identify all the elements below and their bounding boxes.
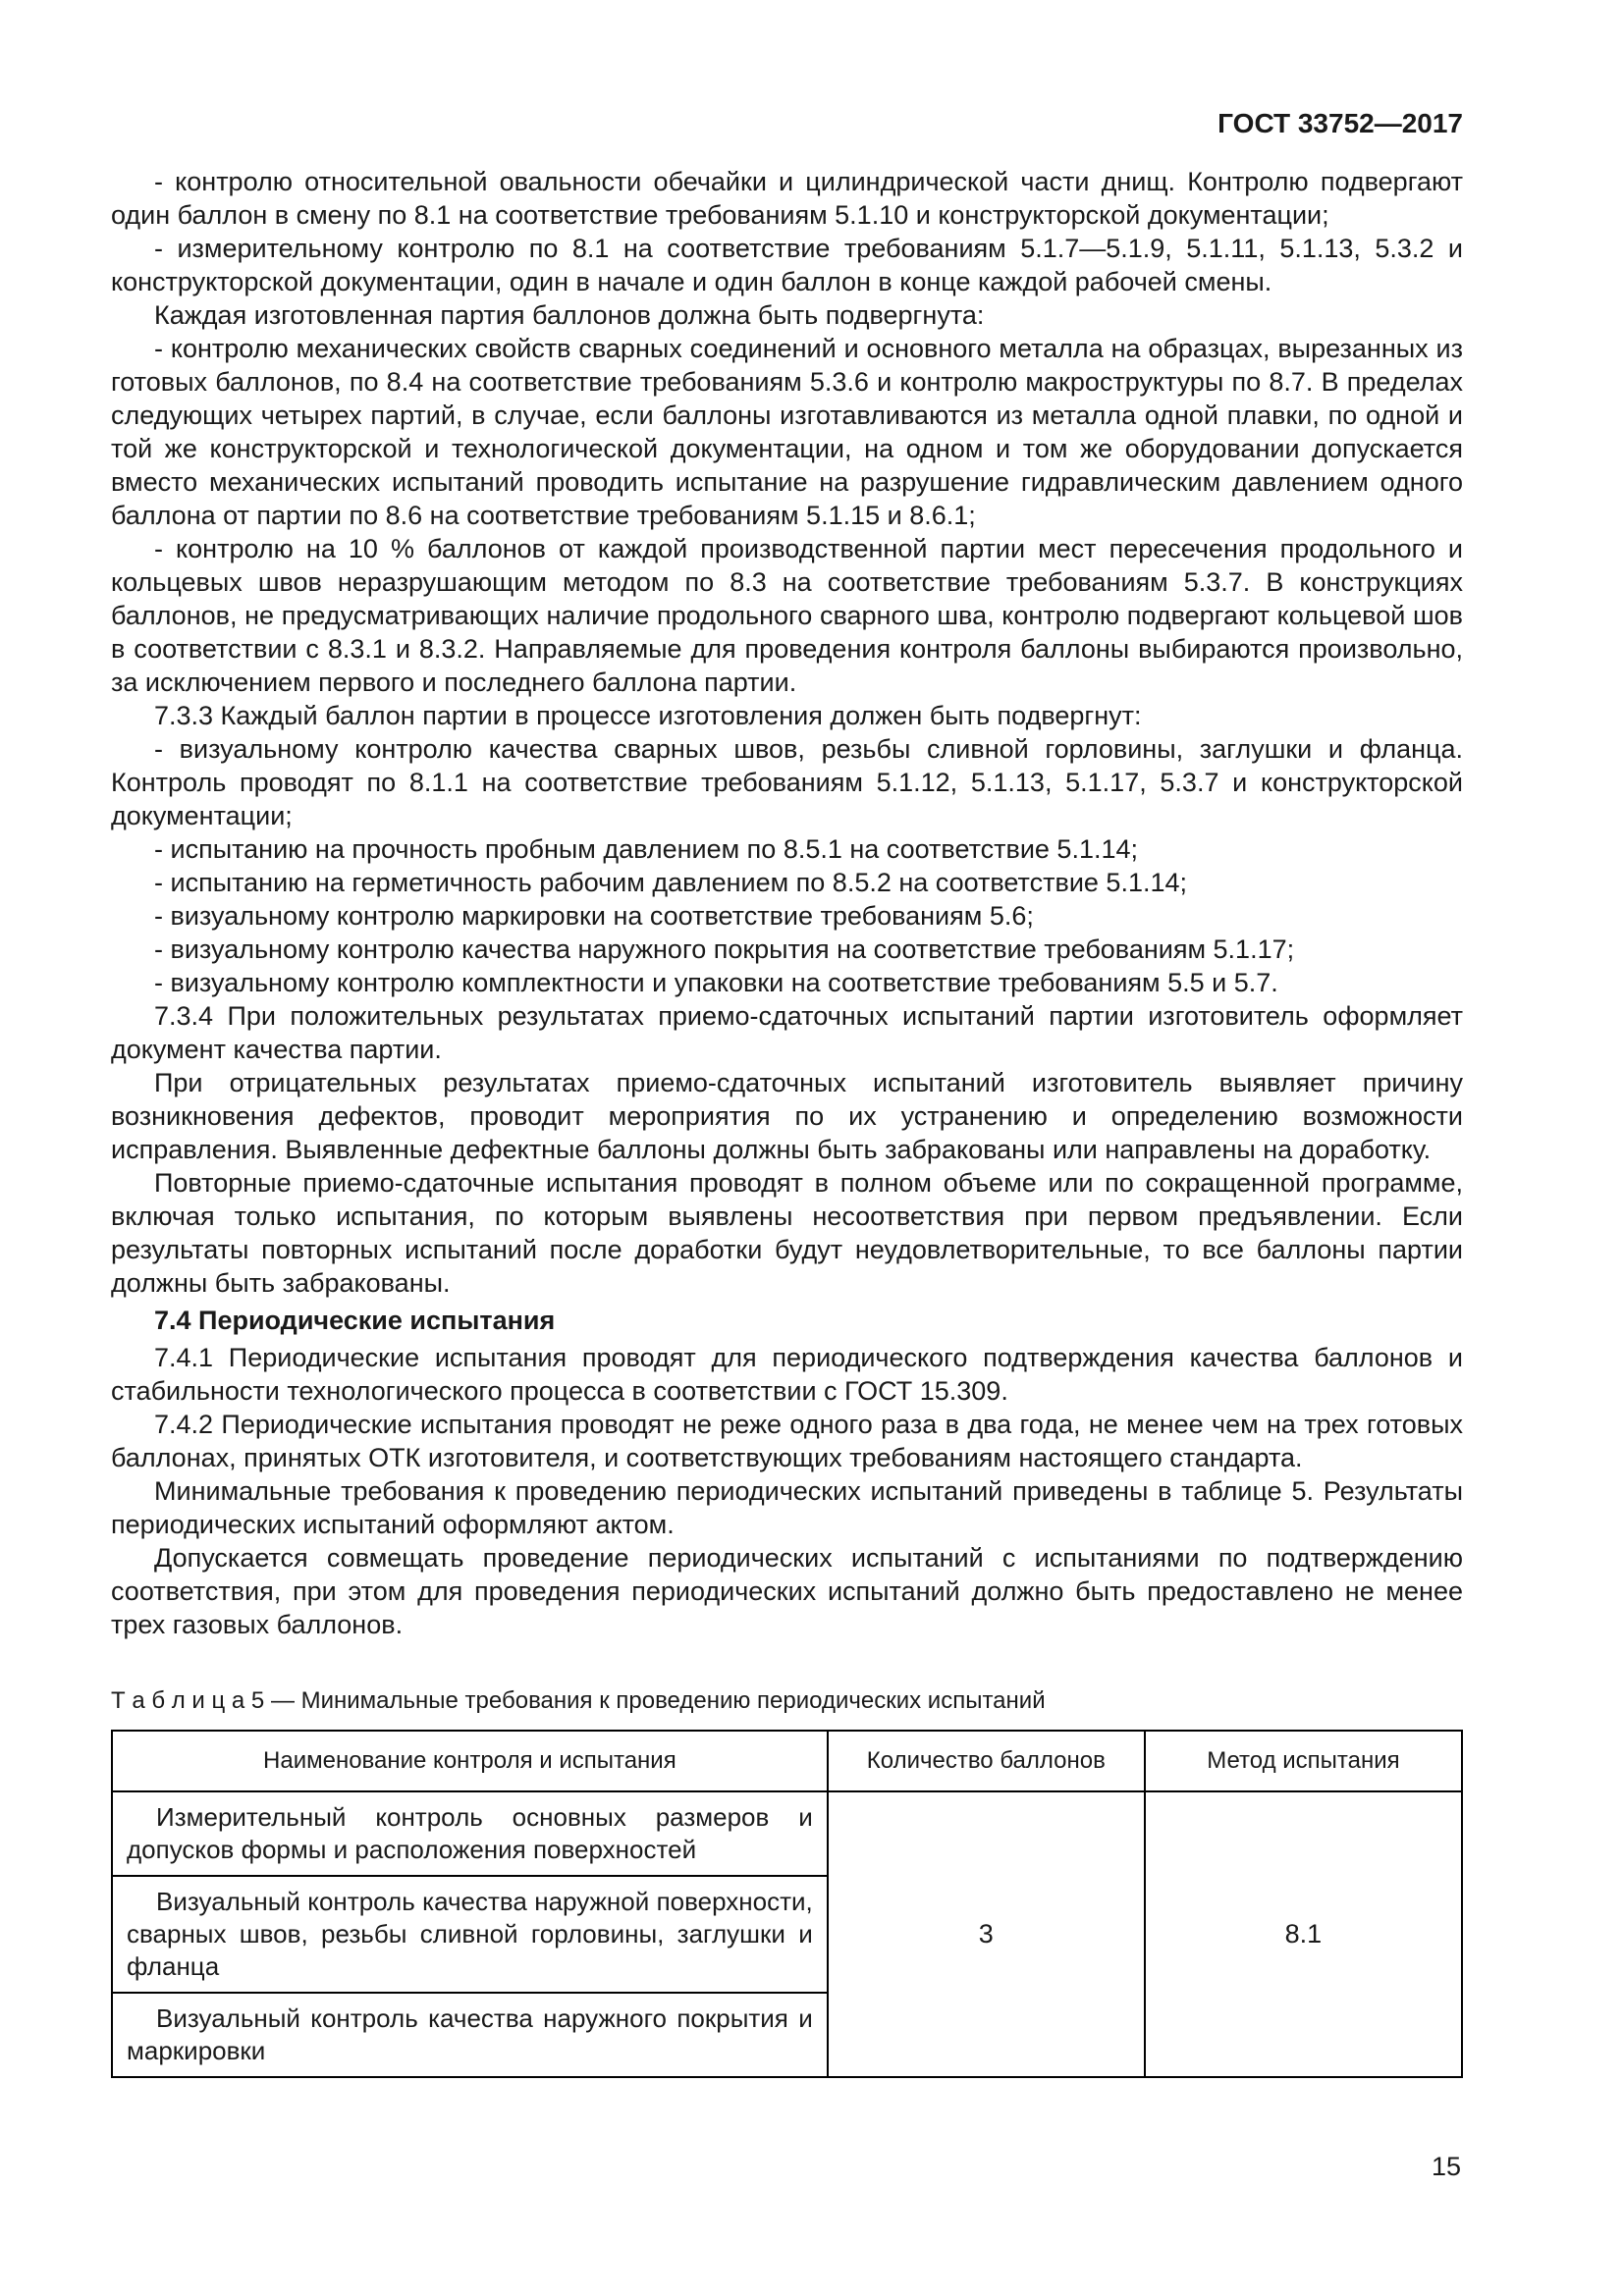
body-paragraph: Минимальные требования к проведению периодических испытаний приведены в таблице 5. Результаты периодических испытаний оформляют актом. bbox=[111, 1476, 1463, 1539]
body-paragraph: - контролю на 10 % баллонов от каждой производственной партии мест пересечения продольного и кольцевых швов неразрушающим методом по 8.3 на соответствие требованиям 5.3.7. В конструкциях баллонов, не предусматривающих наличие продольного сварного шва, контролю подвергают кольцевой шов в соответствии с 8.3.1 и 8.3.2. Направляемые для проведения контроля баллоны выбираются произвольно, за исключением первого и последнего баллона партии. bbox=[111, 534, 1463, 697]
body-paragraph: 7.4.2 Периодические испытания проводят не реже одного раза в два года, не менее чем на трех готовых баллонах, принятых ОТК изготовителя, и соответствующих требованиям настоящего стандарта. bbox=[111, 1410, 1463, 1472]
periodic-tests-table bbox=[111, 1730, 1463, 2078]
body-paragraph: - визуальному контролю комплектности и упаковки на соответствие требованиям 5.5 и 5.7. bbox=[154, 968, 1278, 997]
body-paragraph: Каждая изготовленная партия баллонов должна быть подвергнута: bbox=[154, 300, 985, 330]
body-paragraph: Допускается совмещать проведение периодических испытаний с испытаниями по подтверждению соответствия, при этом для проведения периодических испытаний должно быть предоставлено не менее трех газовых баллонов. bbox=[111, 1543, 1463, 1639]
method-cell: 8.1 bbox=[1145, 1791, 1462, 2077]
content-area bbox=[111, 108, 1463, 2078]
body-paragraph: При отрицательных результатах приемо-сдаточных испытаний изготовитель выявляет причину возникновения дефектов, проводит мероприятия по их устранению и определению возможности исправления. Выявленные дефектные баллоны должны быть забракованы или направлены на доработку. bbox=[111, 1068, 1463, 1164]
table-row bbox=[112, 1791, 1462, 1876]
body-paragraph: - испытанию на прочность пробным давлением по 8.5.1 на соответствие 5.1.14; bbox=[154, 834, 1139, 864]
control-name-cell: Измерительный контроль основных размеров и допусков формы и расположения поверхностей bbox=[112, 1791, 828, 1876]
doc-number: ГОСТ 33752—2017 bbox=[1217, 108, 1463, 138]
doc-header bbox=[111, 108, 1463, 139]
col-header-method: Метод испытания bbox=[1145, 1731, 1462, 1791]
table-header-row bbox=[112, 1731, 1462, 1791]
body-paragraph: 7.3.4 При положительных результатах приемо-сдаточных испытаний партии изготовитель оформляет документ качества партии. bbox=[111, 1001, 1463, 1064]
body-paragraph: - визуальному контролю маркировки на соответствие требованиям 5.6; bbox=[154, 901, 1034, 931]
col-header-control-name: Наименование контроля и испытания bbox=[112, 1731, 828, 1791]
quantity-cell: 3 bbox=[828, 1791, 1145, 2077]
page-number: 15 bbox=[1431, 2152, 1461, 2181]
body-paragraph: - испытанию на герметичность рабочим давлением по 8.5.2 на соответствие 5.1.14; bbox=[154, 868, 1187, 897]
body-paragraph: - контролю механических свойств сварных соединений и основного металла на образцах, вырезанных из готовых баллонов, по 8.4 на соответствие требованиям 5.3.6 и контролю макроструктуры по 8.7. В пределах следующих четырех партий, в случае, если баллоны изготавливаются из металла одной плавки, по одной и той же конструкторской и технологической документации, на одном и том же оборудовании допускается вместо механических испытаний проводить испытание на разрушение гидравлическим давлением одного баллона от партии по 8.6 на соответствие требованиям 5.1.15 и 8.6.1; bbox=[111, 334, 1463, 530]
body-paragraph: 7.4.1 Периодические испытания проводят для периодического подтверждения качества баллонов и стабильности технологического процесса в соответствии с ГОСТ 15.309. bbox=[111, 1343, 1463, 1406]
body-text bbox=[111, 165, 1463, 1641]
body-paragraph: - визуальному контролю качества сварных швов, резьбы сливной горловины, заглушки и фланца. Контроль проводят по 8.1.1 на соответствие требованиям 5.1.12, 5.1.13, 5.1.17, 5.3.7 и конструкторской документации; bbox=[111, 734, 1463, 830]
body-paragraph: - визуальному контролю качества наружного покрытия на соответствие требованиям 5.1.17; bbox=[154, 934, 1295, 964]
body-paragraph: Повторные приемо-сдаточные испытания проводят в полном объеме или по сокращенной программе, включая только испытания, по которым выявлены несоответствия при первом предъявлении. Если результаты повторных испытаний после доработки будут неудовлетворительные, то все баллоны партии должны быть забракованы. bbox=[111, 1168, 1463, 1298]
body-paragraph: - контролю относительной овальности обечайки и цилиндрической части днищ. Контролю подвергают один баллон в смену по 8.1 на соответствие требованиям 5.1.10 и конструкторской документации; bbox=[111, 167, 1463, 230]
control-name-cell: Визуальный контроль качества наружной поверхности, сварных швов, резьбы сливной горловины, заглушки и фланца bbox=[112, 1876, 828, 1993]
body-paragraph: - измерительному контролю по 8.1 на соответствие требованиям 5.1.7—5.1.9, 5.1.11, 5.1.13, 5.3.2 и конструкторской документации, один в начале и один баллон в конце каждой рабочей смены. bbox=[111, 234, 1463, 296]
col-header-quantity: Количество баллонов bbox=[828, 1731, 1145, 1791]
body-paragraph: 7.3.3 Каждый баллон партии в процессе изготовления должен быть подвергнут: bbox=[154, 701, 1142, 730]
table-caption: Т а б л и ц а 5 — Минимальные требования к проведению периодических испытаний bbox=[111, 1687, 1046, 1714]
control-name-cell: Визуальный контроль качества наружного покрытия и маркировки bbox=[112, 1993, 828, 2077]
section-heading: 7.4 Периодические испытания bbox=[154, 1306, 556, 1335]
